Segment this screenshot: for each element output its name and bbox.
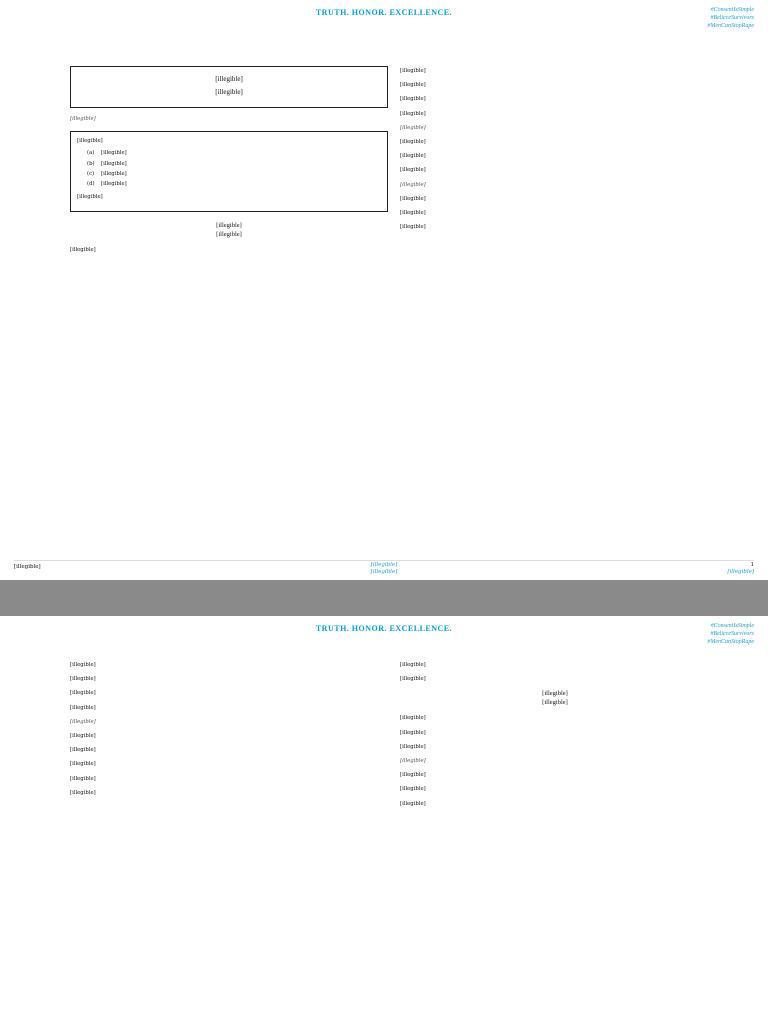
body-paragraph: [illegible] [70,775,96,782]
body-paragraph: [illegible] [70,718,96,725]
list-item: (a) [illegible] [87,150,127,157]
rule-section-box [70,131,388,212]
body-paragraph: [illegible] [400,800,426,807]
body-paragraph: [illegible] [400,96,426,103]
page1-footer [14,560,754,574]
body-paragraph: [illegible] [70,676,96,683]
body-paragraph: [illegible] [400,124,426,131]
list-item: (b) [illegible] [87,160,127,167]
footer-right [727,562,754,576]
header-tag: #ConsentIsSimple [710,7,754,13]
header-tag: #MenCanStopRape [707,23,754,29]
body-paragraph: [illegible] [400,181,426,188]
list-item: (c) [illegible] [87,170,127,177]
body-paragraph: [illegible] [400,729,426,736]
header-motto: TRUTH. HONOR. EXCELLENCE. [315,8,453,17]
body-paragraph: [illegible] [400,662,426,668]
header-tag: #ConsentIsSimple [710,623,754,629]
body-paragraph: [illegible] [400,110,426,117]
case-citation: [illegible] [542,698,568,706]
header-hashtags [707,6,754,30]
body-paragraph: [illegible] [70,662,96,668]
quote-box [70,66,388,108]
footer-left: [illegible] [14,564,41,570]
header-tag: #BelieveSurvivors [710,15,754,21]
quote-text: [illegible] [215,88,243,96]
case-name: [illegible] [216,222,242,230]
header-motto: TRUTH. HONOR. EXCELLENCE. [315,624,453,633]
body-paragraph: [illegible] [400,676,426,683]
footer-tag: [illegible] [727,569,754,575]
body-paragraph: [illegible] [70,690,96,697]
body-paragraph: [illegible] [400,68,426,74]
case-name: [illegible] [542,690,568,698]
body-paragraph: [illegible] [400,224,426,231]
body-paragraph: [illegible] [400,210,426,217]
header-tag: #MenCanStopRape [707,639,754,645]
body-paragraph: [illegible] [70,761,96,768]
body-paragraph: [illegible] [70,789,96,796]
page1-right-column [400,68,710,238]
case-citation: [illegible] [216,230,242,238]
body-paragraph: [illegible] [400,82,426,89]
page-number: 1 [750,562,754,568]
body-paragraph: [illegible] [70,247,96,254]
section-intro: [illegible] [77,138,103,145]
page2-left-column [70,662,388,804]
footer-center: [illegible] [illegible] [370,562,398,575]
header-hashtags [707,622,754,646]
quote-text: [illegible] [215,75,243,83]
body-paragraph: [illegible] [400,715,426,722]
body-paragraph: [illegible] [400,167,426,174]
list-item: (d) [illegible] [87,181,127,188]
body-paragraph: [illegible] [400,139,426,146]
section-list [77,150,381,188]
body-paragraph: [illegible] [400,772,426,779]
section-closing: [illegible] [77,194,103,201]
case-heading [70,222,388,239]
document-page-2 [0,616,768,1024]
rule-title: [illegible] [70,116,96,122]
body-paragraph: [illegible] [70,733,96,740]
body-paragraph: [illegible] [400,195,426,202]
right-top-text [400,662,710,683]
right-bottom-text [400,715,710,807]
header-tag: #BelieveSurvivors [710,631,754,637]
body-paragraph: [illegible] [400,153,426,160]
page1-left-column [70,66,388,262]
body-paragraph: [illegible] [400,786,426,793]
body-paragraph: [illegible] [70,704,96,711]
body-paragraph: [illegible] [400,758,426,765]
case-heading [400,690,710,707]
body-paragraph: [illegible] [400,743,426,750]
page2-right-column [400,662,710,815]
body-paragraph: [illegible] [70,747,96,754]
